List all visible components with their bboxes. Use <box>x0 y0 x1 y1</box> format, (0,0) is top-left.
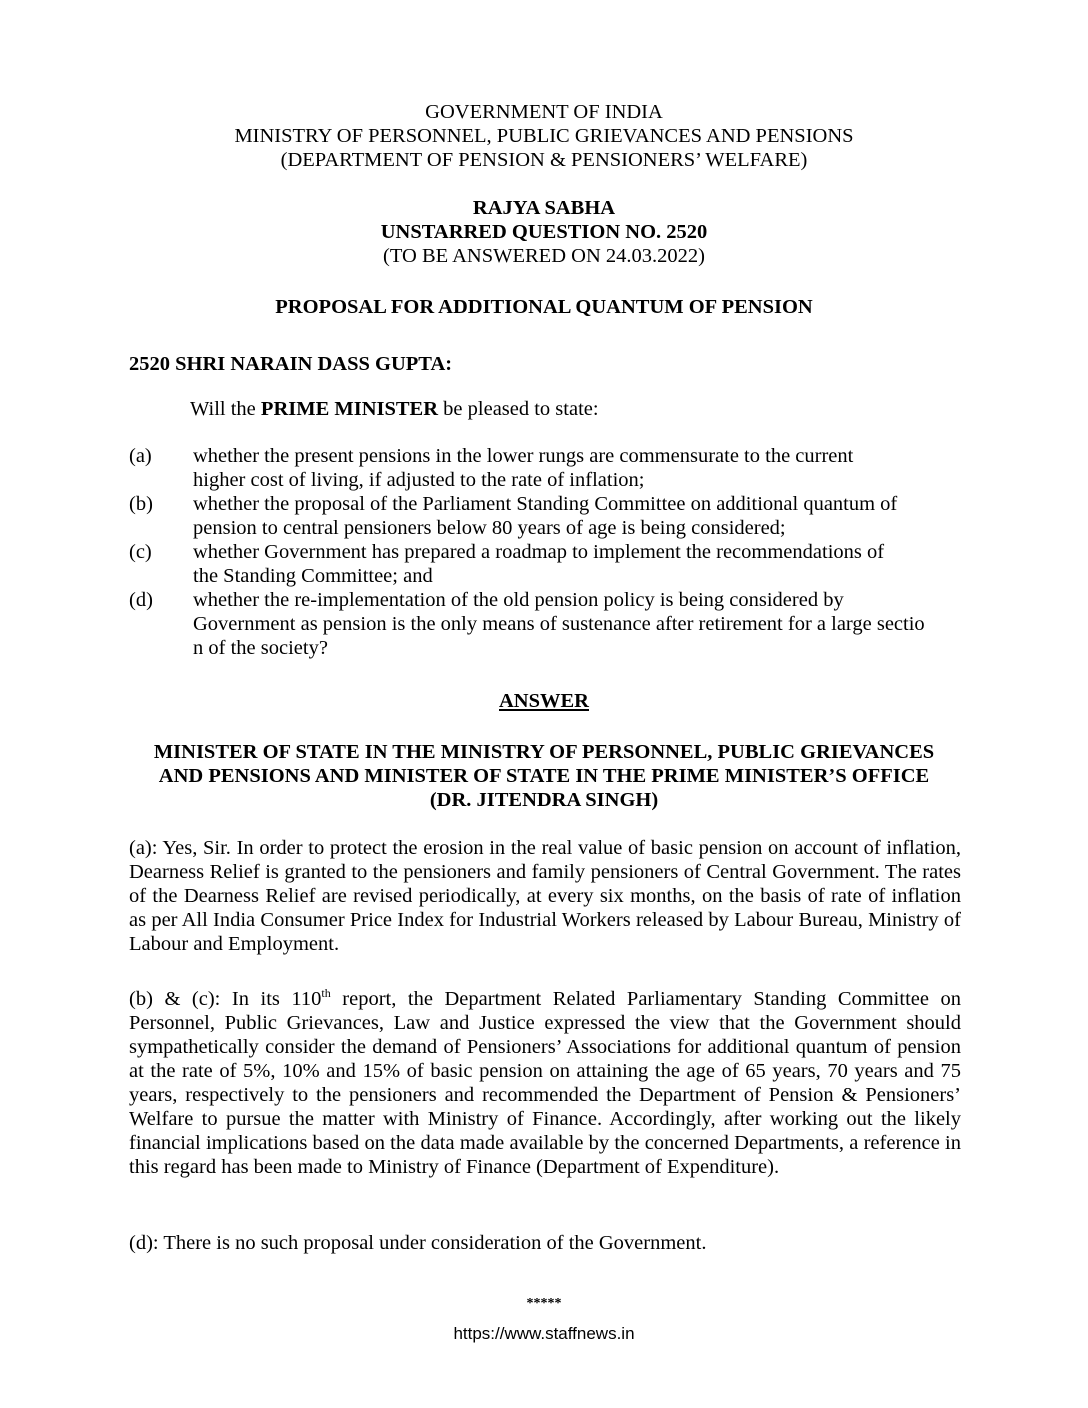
answer-date: (TO BE ANSWERED ON 24.03.2022) <box>383 245 705 267</box>
question-item <box>129 444 969 492</box>
footer-url[interactable]: https://www.staffnews.in <box>453 1324 635 1343</box>
answer-b-c-intro: (b) & (c): In its 110 <box>129 988 322 1010</box>
question-line: n of the society? <box>193 637 328 659</box>
question-item <box>129 540 969 588</box>
question-item <box>129 492 969 540</box>
question-line: whether the proposal of the Parliament Standing Committee on additional quantum of <box>193 493 898 515</box>
answer-a: (a): Yes, Sir. In order to protect the erosion in the real value of basic pension on account of inflation, Dearness Relief is granted to the pensioners and family pensioners of Central Government. The rates of the Dearness Relief are revised periodically, at every six months, on the basis of rate of inflation as per All India Consumer Price Index for Industrial Workers released by Labour Bureau, Ministry of Labour and Employment. <box>129 837 961 955</box>
minister-line-2: AND PENSIONS AND MINISTER OF STATE IN THE PRIME MINISTER’S OFFICE <box>158 765 930 787</box>
house-name: RAJYA SABHA <box>472 197 616 219</box>
header-line-3: (DEPARTMENT OF PENSION & PENSIONERS’ WELFARE) <box>280 149 808 171</box>
header-line-1: GOVERNMENT OF INDIA <box>425 101 663 123</box>
question-line: whether Government has prepared a roadmap to implement the recommendations of <box>193 541 885 563</box>
ordinal-suffix: th <box>321 986 331 1001</box>
question-list <box>129 444 969 660</box>
question-line: higher cost of living, if adjusted to the rate of inflation; <box>193 469 645 491</box>
question-label: (a) <box>129 445 152 467</box>
question-label: (d) <box>129 589 153 611</box>
answer-heading: ANSWER <box>499 690 589 712</box>
question-label: (c) <box>129 541 152 563</box>
document-title: PROPOSAL FOR ADDITIONAL QUANTUM OF PENSION <box>275 296 813 318</box>
question-line: the Standing Committee; and <box>193 565 433 587</box>
question-line: whether the present pensions in the lower rungs are commensurate to the current <box>193 445 854 467</box>
intro-after: be pleased to state: <box>438 398 599 420</box>
question-item <box>129 588 969 660</box>
minister-line-1: MINISTER OF STATE IN THE MINISTRY OF PERSONNEL, PUBLIC GRIEVANCES <box>153 741 935 763</box>
minister-name: (DR. JITENDRA SINGH) <box>429 789 659 811</box>
question-line: Government as pension is the only means of sustenance after retirement for a large sectio <box>193 613 925 635</box>
government-header <box>0 100 1088 172</box>
intro-before: Will the <box>190 398 261 420</box>
question-header <box>0 196 1088 268</box>
question-text <box>193 588 969 660</box>
question-line: whether the re-implementation of the old pension policy is being considered by <box>193 589 844 611</box>
intro-addressee: PRIME MINISTER <box>260 398 439 420</box>
question-text <box>193 492 969 540</box>
answer-d: (d): There is no such proposal under consideration of the Government. <box>129 1232 707 1254</box>
answer-b-c <box>129 987 961 1179</box>
end-marker: ***** <box>526 1296 562 1311</box>
asked-by: 2520 SHRI NARAIN DASS GUPTA: <box>129 353 453 375</box>
question-text <box>193 444 969 492</box>
header-line-2: MINISTRY OF PERSONNEL, PUBLIC GRIEVANCES AND PENSIONS <box>234 125 854 147</box>
answer-b-c-body: report, the Department Related Parliamentary Standing Committee on Personnel, Public Grievances, Law and Justice expressed the view that the Government should sympathetically consider the demand of Pensioners’ Associations for additional quantum of pension at the rate of 5%, 10% and 15% of basic pension on attaining the age of 65 years, 70 years and 75 years, respectively to the pensioners and recommended the Department of Pension & Pensioners’ Welfare to pursue the matter with Ministry of Finance. Accordingly, after working out the likely financial implications based on the data made available by the concerned Departments, a reference in this regard has been made to Ministry of Finance (Department of Expenditure). <box>129 988 961 1178</box>
question-number: UNSTARRED QUESTION NO. 2520 <box>380 221 708 243</box>
question-text <box>193 540 969 588</box>
question-label: (b) <box>129 493 153 515</box>
minister-block <box>0 740 1088 812</box>
question-line: pension to central pensioners below 80 years of age is being considered; <box>193 517 786 539</box>
question-intro <box>190 398 599 421</box>
